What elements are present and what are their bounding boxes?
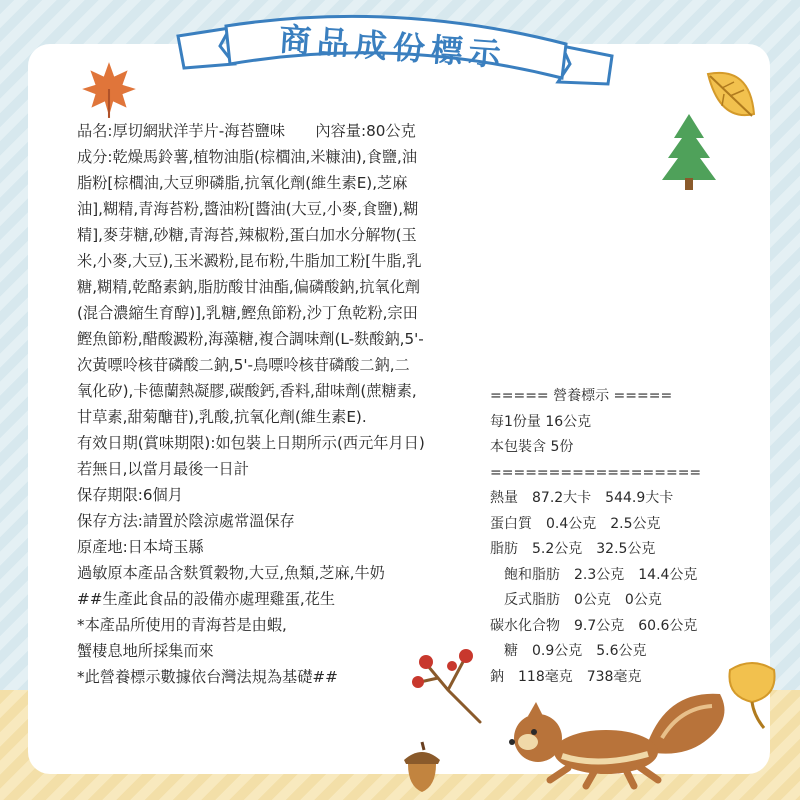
storage-line: 保存方法:請置於陰涼處常溫保存 [77, 512, 295, 530]
ingredients-line: 甘草素,甜菊醣苷),乳酸,抗氧化劑(維生素E). [77, 408, 367, 426]
ingredients-line: 鰹魚節粉,醋酸澱粉,海藻糖,複合調味劑(L-麩酸鈉,5'- [77, 330, 424, 348]
note-line: *此營養標示數據依台灣法規為基礎## [77, 668, 338, 686]
nutrition-row: 糖 0.9公克 5.6公克 [490, 643, 647, 659]
nutrition-row: 鈉 118毫克 738毫克 [490, 668, 642, 685]
ingredients-line: 脂粉[棕櫚油,大豆卵磷脂,抗氧化劑(維生素E),芝麻 [77, 174, 408, 192]
expiry-line: 有效日期(賞味期限):如包裝上日期所示(西元年月日) [77, 434, 425, 452]
note-line: *本產品所使用的青海苔是由蝦, [77, 616, 287, 634]
nutrition-divider: ================== [490, 464, 702, 481]
nutrition-row: 脂肪 5.2公克 32.5公克 [490, 541, 656, 557]
ingredients-line: (混合濃縮生育醇)],乳糖,鰹魚節粉,沙丁魚乾粉,宗田 [77, 304, 418, 322]
expiry-line: 若無日,以當月最後一日計 [77, 460, 249, 478]
ingredients-line: 糖,糊精,乾酪素鈉,脂肪酸甘油酯,偏磷酸鈉,抗氧化劑 [77, 278, 421, 296]
ingredients-line: 精],麥芽糖,砂糖,青海苔,辣椒粉,蛋白加水分解物(玉 [77, 226, 417, 244]
serving-size: 每1份量 16公克 [490, 413, 592, 430]
ingredients-line: 米,小麥,大豆),玉米澱粉,昆布粉,牛脂加工粉[牛脂,乳 [77, 252, 422, 270]
allergen-line: ##生產此食品的設備亦處理雞蛋,花生 [77, 590, 336, 608]
squirrel-icon [498, 680, 734, 790]
banner-title: 商品成份標示 [277, 20, 508, 74]
pine-tree-icon [660, 112, 718, 192]
maple-leaf-icon [78, 58, 140, 120]
nutrition-row: 反式脂肪 0公克 0公克 [490, 592, 662, 608]
servings-per-pack: 本包裝含 5份 [490, 439, 574, 455]
nutrition-row: 飽和脂肪 2.3公克 14.4公克 [490, 566, 698, 583]
ingredients-line: 氧化矽),卡德蘭熱凝膠,碳酸鈣,香料,甜味劑(蔗糖素, [77, 382, 417, 400]
ingredients-line: 成分:乾燥馬鈴薯,植物油脂(棕櫚油,米糠油),食鹽,油 [77, 148, 418, 166]
ingredients-line: 次黃嘌呤核苷磷酸二鈉,5'-鳥嘌呤核苷磷酸二鈉,二 [77, 356, 410, 374]
shelf-life-line: 保存期限:6個月 [77, 486, 183, 504]
nutrition-row: 碳水化合物 9.7公克 60.6公克 [490, 617, 698, 634]
product-info-block [77, 118, 477, 690]
note-line: 蟹棲息地所採集而來 [77, 642, 214, 660]
nutrition-row: 蛋白質 0.4公克 2.5公克 [490, 515, 661, 532]
acorn-icon [400, 740, 444, 794]
ingredients-line: 油],糊精,青海苔粉,醬油粉[醬油(大豆,小麥,食鹽),糊 [77, 200, 419, 218]
origin-line: 原產地:日本埼玉縣 [77, 538, 204, 556]
nutrition-facts-block [490, 384, 730, 690]
allergen-line: 過敏原本產品含麩質穀物,大豆,魚類,芝麻,牛奶 [77, 564, 385, 582]
nutrition-row: 熱量 87.2大卡 544.9大卡 [490, 490, 674, 506]
product-name-line: 品名:厚切網狀洋芋片-海苔鹽味 內容量:80公克 [77, 122, 416, 140]
nutrition-header: ===== 營養標示 ===== [490, 388, 673, 404]
berry-branch-icon [408, 646, 488, 726]
